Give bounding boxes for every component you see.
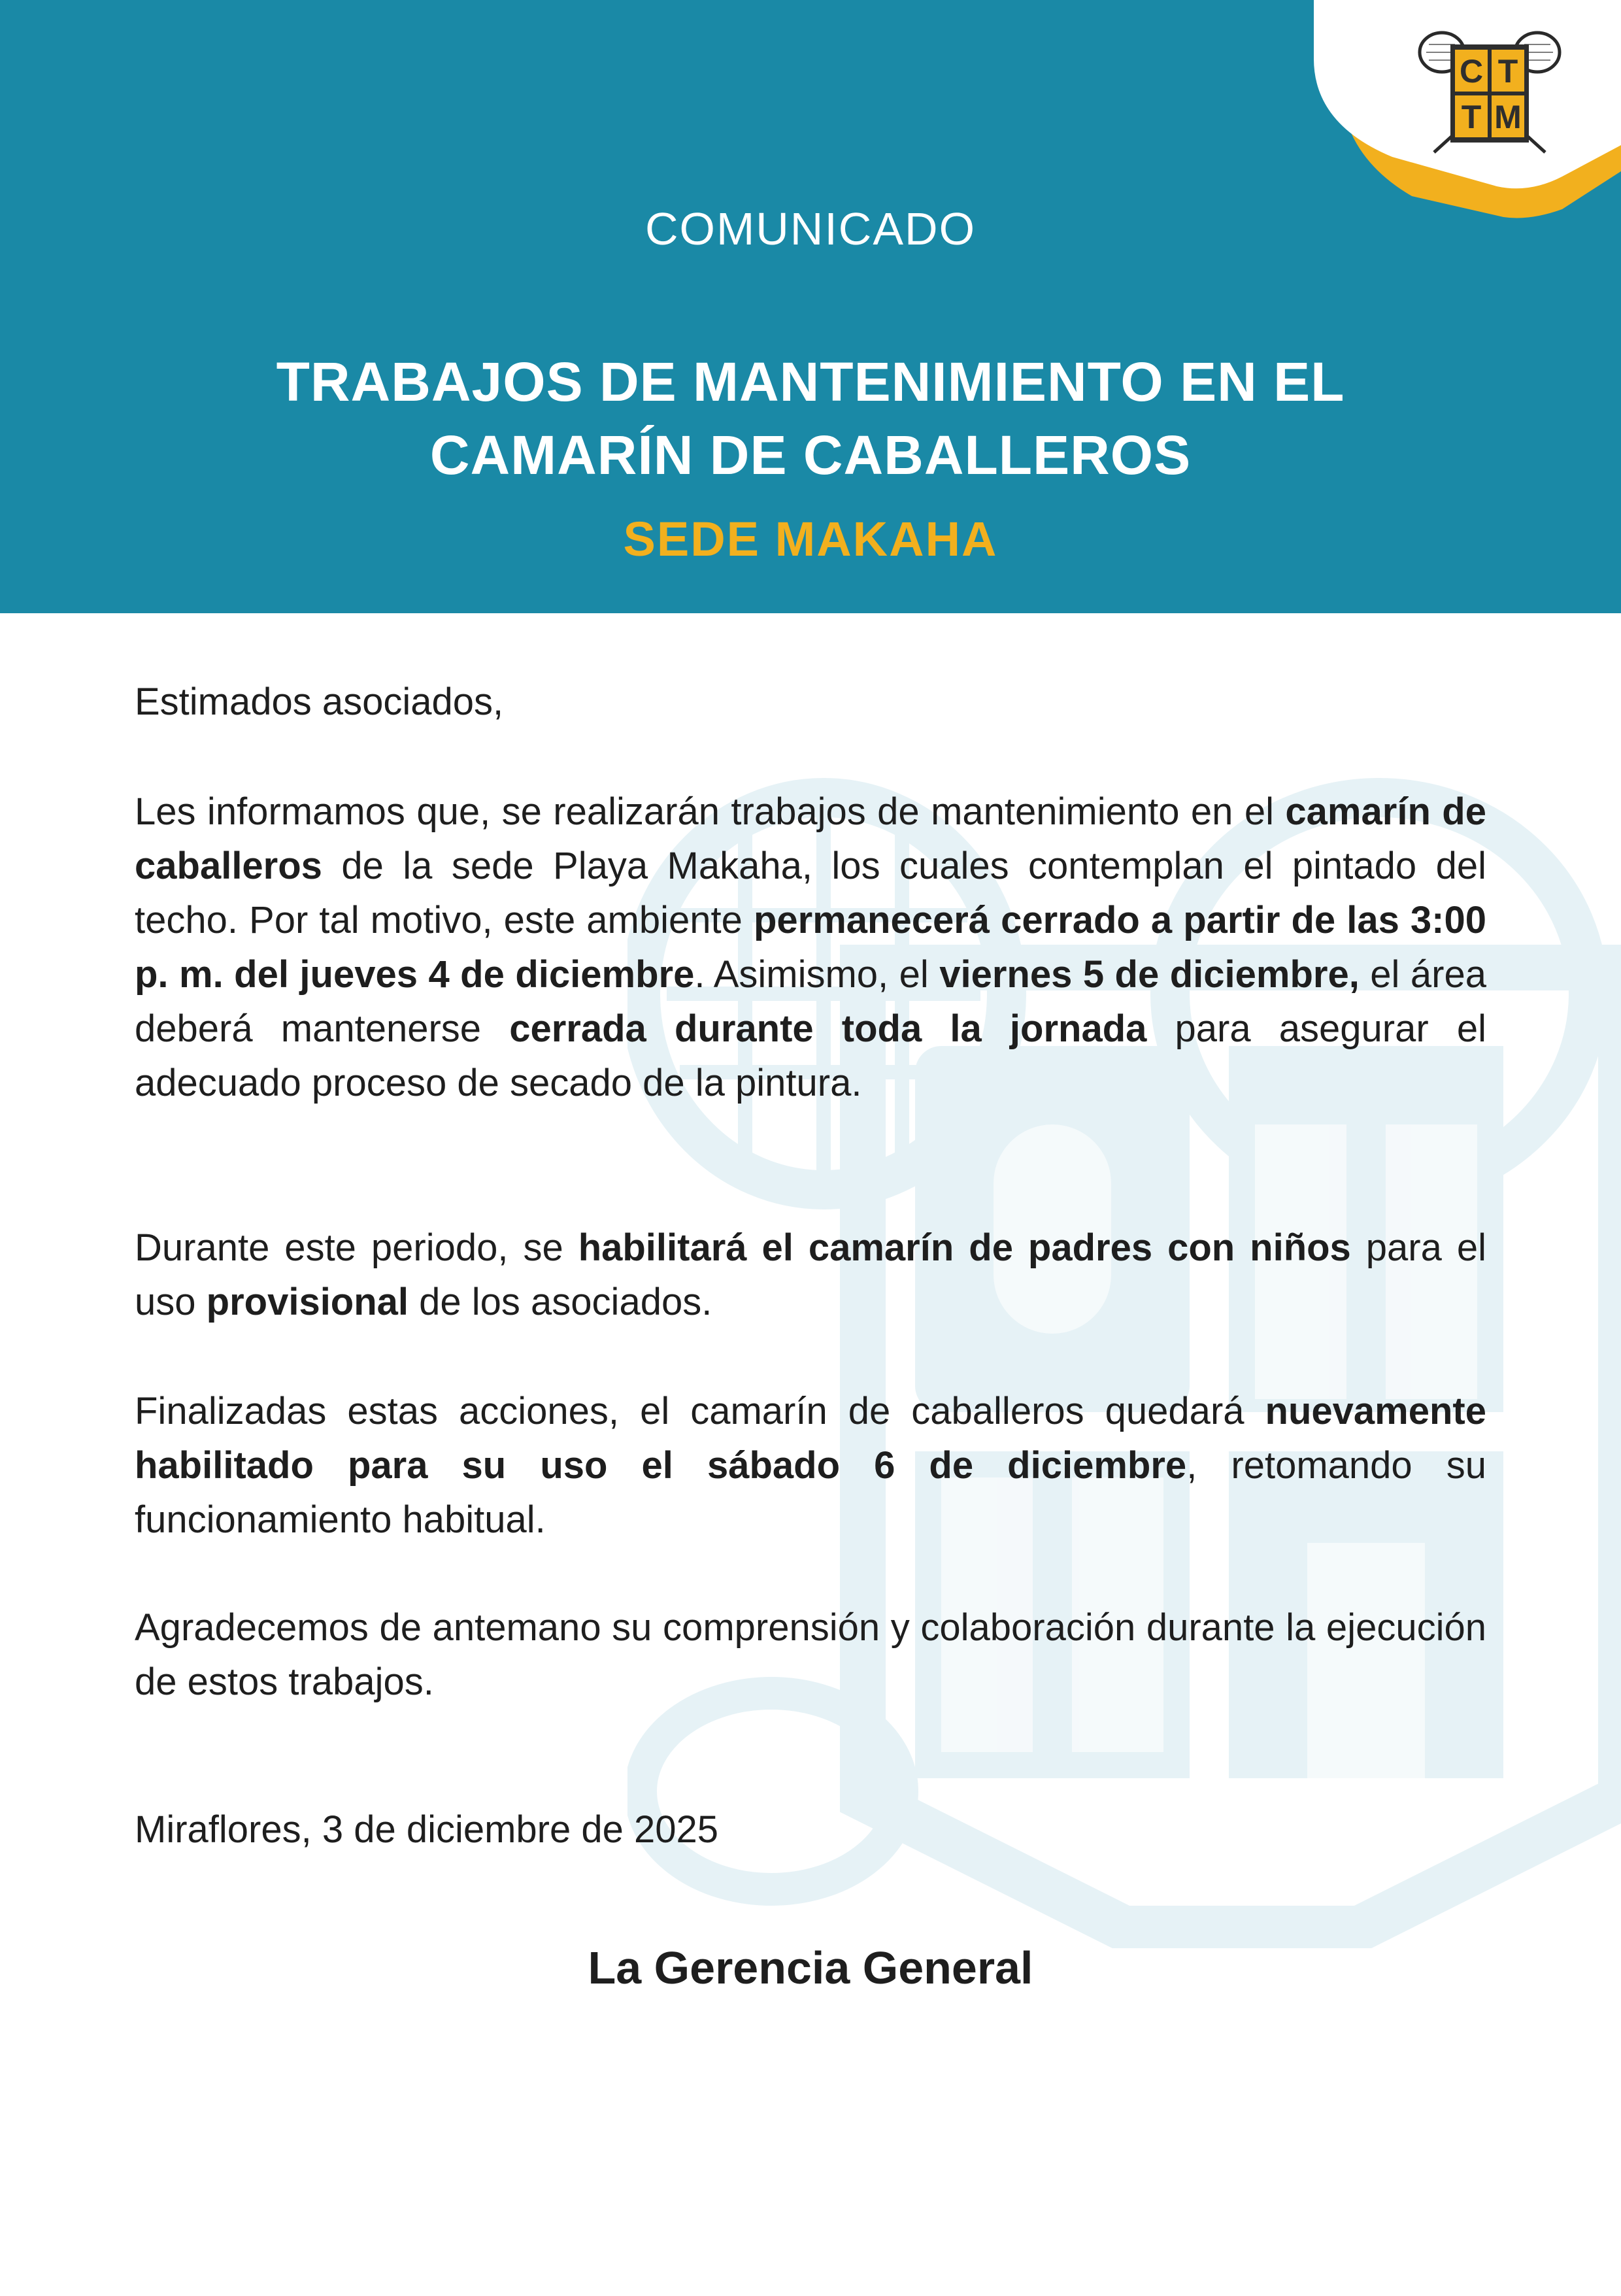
p2-text-2: para el uso: [135, 1226, 1486, 1323]
p1-bold-4: cerrada durante toda la jornada: [509, 1007, 1147, 1050]
p2-text-1: Durante este periodo, se: [135, 1226, 578, 1269]
logo-letter-t1: T: [1497, 53, 1518, 90]
p1-text-4: el área deberá mantenerse: [135, 953, 1486, 1050]
header-banner: [0, 0, 1621, 613]
title-line-2: CAMARÍN DE CABALLEROS: [429, 424, 1192, 486]
club-logo-icon: [1414, 25, 1565, 161]
paragraph-3: [135, 1384, 1486, 1547]
date-line: Miraflores, 3 de diciembre de 2025: [135, 1808, 719, 1851]
paragraph-2: [135, 1221, 1486, 1329]
greeting: Estimados asociados,: [135, 681, 504, 723]
p3-text-1: Finalizadas estas acciones, el camarín de caballeros quedará: [135, 1390, 1265, 1432]
p1-text-5: para asegurar el adecuado proceso de secado de la pintura.: [135, 1007, 1486, 1104]
p1-bold-3: viernes 5 de diciembre,: [939, 953, 1360, 996]
p1-bold-2: permanecerá cerrado a partir de las 3:00 p. m. del jueves 4 de diciembre: [135, 899, 1486, 996]
paragraph-1: [135, 785, 1486, 1110]
p1-text-1: Les informamos que, se realizarán trabajos de mantenimiento en el: [135, 790, 1286, 833]
logo-letter-t2: T: [1461, 99, 1482, 135]
p1-text-2: de la sede Playa Makaha, los cuales contemplan el pintado del techo. Por tal motivo, este ambiente: [135, 845, 1486, 941]
logo-letter-c: C: [1459, 53, 1484, 90]
p3-bold-1: nuevamente habilitado para su uso el sábado 6 de diciembre: [135, 1390, 1486, 1487]
p3-text-2: , retomando su funcionamiento habitual.: [135, 1444, 1486, 1541]
logo-letter-m: M: [1494, 99, 1522, 135]
p1-text-3: . Asimismo, el: [694, 953, 940, 996]
p1-bold-1: camarín de caballeros: [135, 790, 1486, 887]
page-subtitle: SEDE MAKAHA: [623, 512, 998, 566]
title-line-1: TRABAJOS DE MANTENIMIENTO EN EL: [276, 351, 1345, 413]
p2-bold-2: provisional: [206, 1281, 409, 1323]
signature: La Gerencia General: [588, 1942, 1033, 1993]
kicker-label: COMUNICADO: [644, 203, 977, 254]
p2-bold-1: habilitará el camarín de padres con niños: [578, 1226, 1351, 1269]
page-title: [131, 345, 1490, 492]
paragraph-4: Agradecemos de antemano su comprensión y colaboración durante la ejecución de estos trabajos.: [135, 1606, 1486, 1703]
p2-text-3: de los asociados.: [409, 1281, 712, 1323]
